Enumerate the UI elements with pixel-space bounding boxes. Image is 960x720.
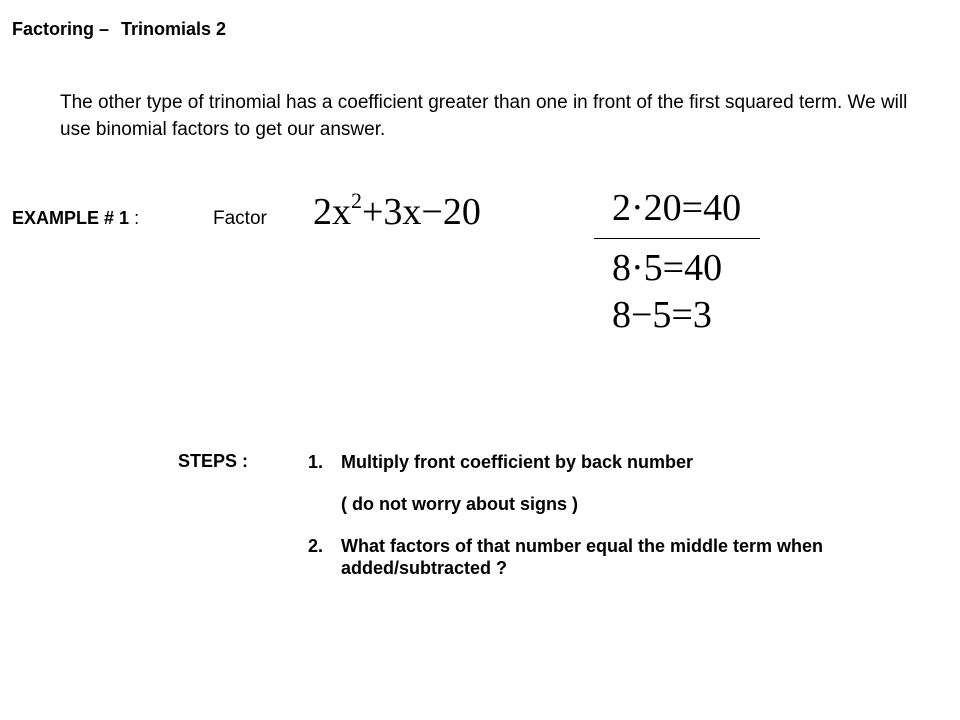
calc-divider <box>594 238 760 239</box>
example-label <box>12 208 139 229</box>
steps-label: STEPS : <box>178 451 249 471</box>
example-number: EXAMPLE # 1 <box>12 208 130 228</box>
calc-factor-pair: 8·5=40 <box>612 247 723 289</box>
calc-difference: 8−5=3 <box>612 294 712 336</box>
title-part1: Factoring – <box>12 19 110 39</box>
steps-list <box>308 451 928 579</box>
page-title <box>12 19 226 40</box>
step-text: What factors of that number equal the middle term when added/subtracted ? <box>341 536 824 578</box>
step-text: ( do not worry about signs ) <box>341 494 578 514</box>
remaining-terms: +3x−20 <box>362 191 481 233</box>
title-part2: Trinomials 2 <box>121 19 227 39</box>
lead-term: 2x <box>313 191 351 233</box>
step-item <box>308 493 928 515</box>
factor-word: Factor <box>213 208 267 229</box>
exponent: 2 <box>351 188 362 214</box>
step-item <box>308 535 928 579</box>
step-number <box>308 493 341 515</box>
step-item <box>308 451 928 473</box>
calc-product: 2·20=40 <box>612 187 742 229</box>
example-colon: : <box>134 208 140 228</box>
step-number: 2. <box>308 536 324 556</box>
step-text: Multiply front coefficient by back number <box>341 452 694 472</box>
trinomial-expression <box>313 190 481 234</box>
intro-paragraph: The other type of trinomial has a coefficient greater than one in front of the first squared term. We will use binomial factors to get our answer. <box>60 92 908 140</box>
step-number: 1. <box>308 452 324 472</box>
